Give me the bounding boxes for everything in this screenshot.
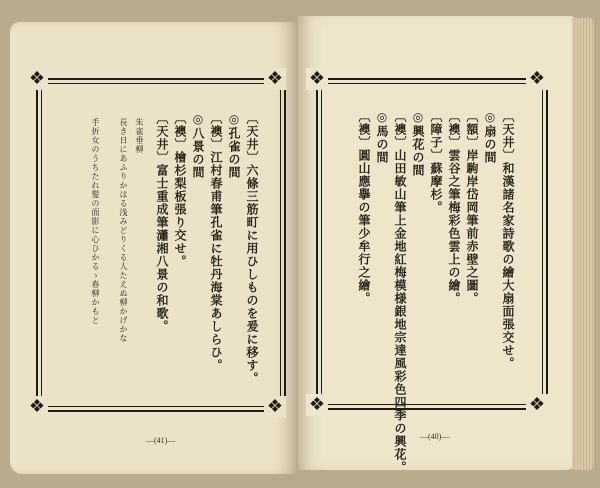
corner-ornament-icon: ❖ — [526, 68, 548, 90]
corner-ornament-icon: ❖ — [306, 68, 328, 90]
corner-ornament-icon: ❖ — [306, 394, 328, 416]
corner-ornament-icon: ❖ — [264, 396, 286, 418]
text-line: 〔襖〕雲谷之筆梅彩色雲上の繪。 — [447, 110, 461, 305]
text-line: 〔障子〕蘇摩杉。 — [429, 110, 443, 214]
poem-line: 手折女のうちたれ髪の面影に心ひかるゝ春柳かもと — [91, 118, 100, 325]
right-page-number: —(40)— — [420, 432, 450, 441]
section-heading: ◎八景の間 — [191, 112, 205, 179]
section-heading: ◎興花の間 — [411, 110, 425, 177]
page-edges — [572, 18, 594, 470]
corner-ornament-icon: ❖ — [264, 68, 286, 90]
section-heading: ◎馬の間 — [375, 110, 389, 164]
text-line: 〔額〕岸駒岸岱岡筆前赤壁之圖。 — [465, 110, 479, 305]
section-heading: ◎孔雀の間 — [227, 112, 241, 179]
text-line: 〔天井〕和漢諸名家詩歌の繪大扇面張交せ。 — [501, 110, 515, 370]
section-heading: ◎扇の間 — [483, 110, 497, 164]
text-line: 〔襖〕山田敏山筆上金地紅梅模様銀地宗達風彩色四季の興花。 — [393, 110, 407, 474]
text-line: 〔襖〕江村春甫筆孔雀に牡丹海棠あしらひ。 — [209, 112, 223, 372]
poem-line: 長き日にあふりかはる浅みどりくる人たえぬ柳かげかな — [119, 118, 128, 343]
text-line: 〔天井〕六條三筋町に用ひしものを爰に移す。 — [245, 112, 259, 385]
text-line: 〔襖〕檜杉梨板張り交せ。 — [173, 112, 187, 268]
corner-ornament-icon: ❖ — [26, 68, 48, 90]
poem-title: 朱雀垂柳 — [135, 118, 144, 154]
corner-ornament-icon: ❖ — [26, 396, 48, 418]
text-line: 〔襖〕圓山應擧の筆少牟行之繪。 — [357, 110, 371, 305]
left-page-number: —(41)— — [146, 436, 176, 445]
corner-ornament-icon: ❖ — [526, 394, 548, 416]
text-line: 〔天井〕富士重成筆瀟湘八景の和歌。 — [155, 112, 169, 333]
